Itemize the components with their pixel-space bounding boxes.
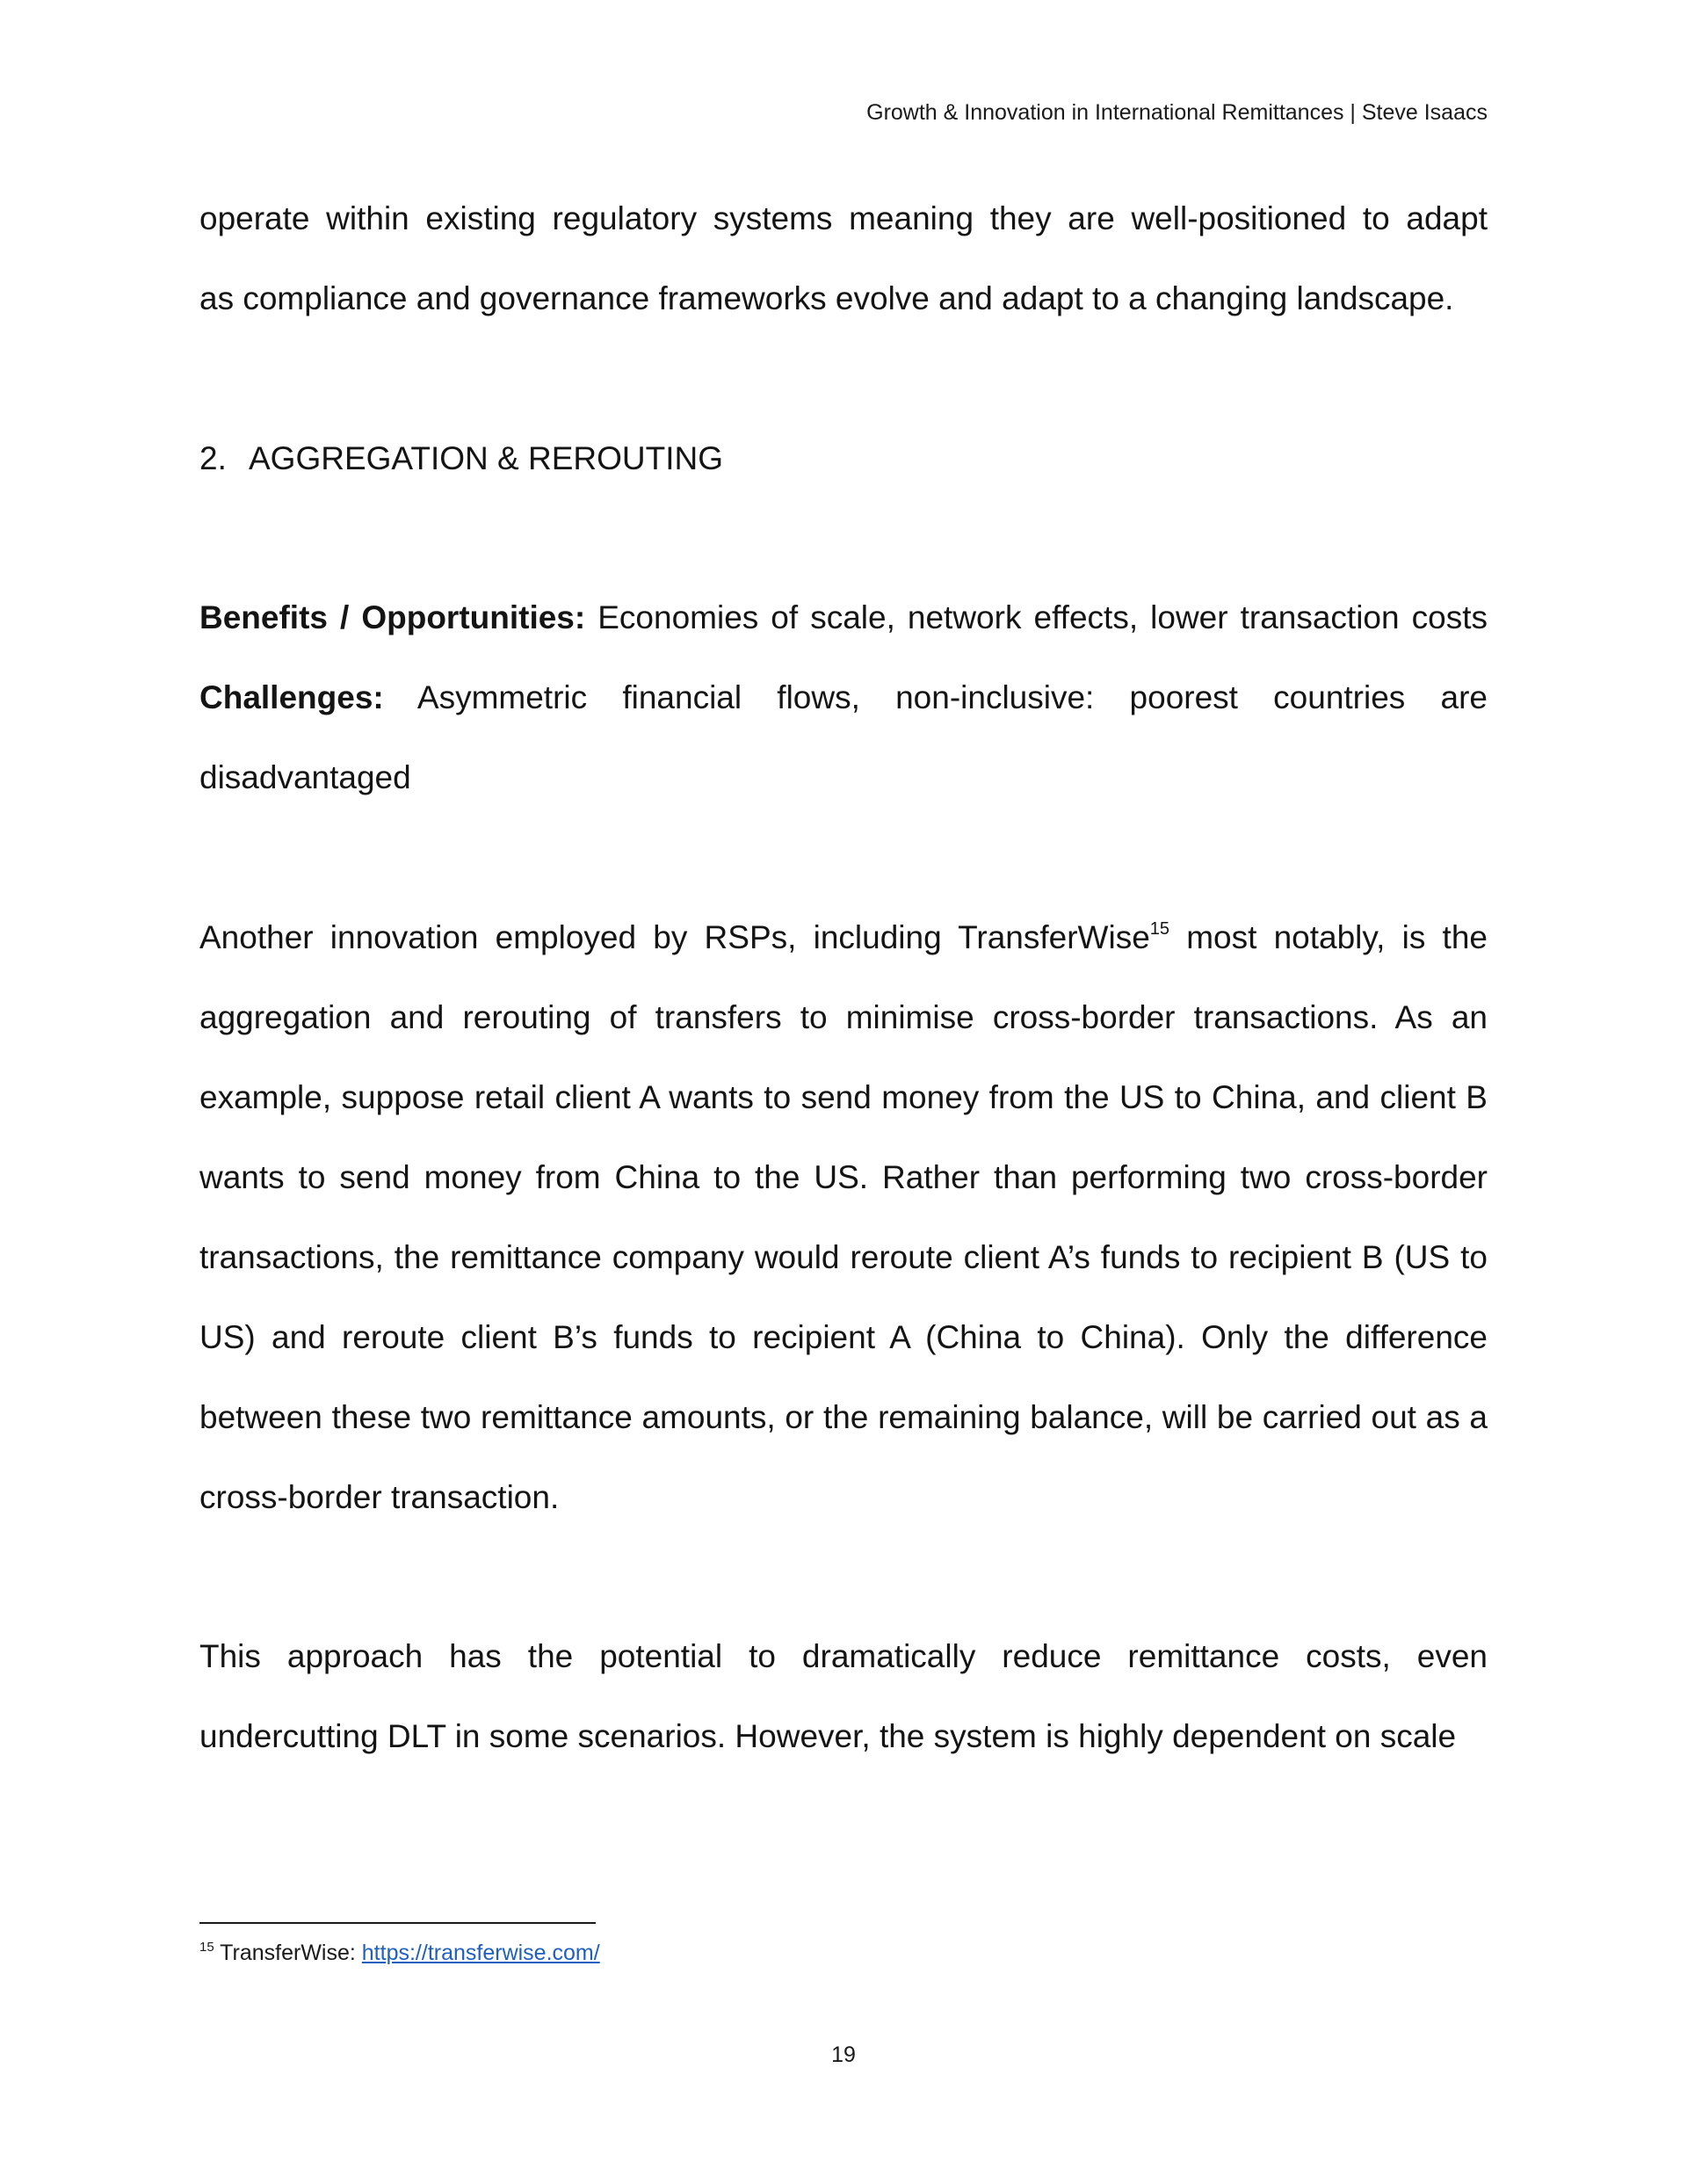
footnote-reference[interactable]: 15	[1149, 919, 1170, 939]
paragraph-scale: This approach has the potential to dramatically reduce remittance costs, even undercutting DLT in some scenarios. However, the system is highly dependent on scale	[199, 1638, 1488, 1754]
running-header: Growth & Innovation in International Remittances | Steve Isaacs	[866, 100, 1488, 125]
benefits-text: Economies of scale, network effects, lower transaction costs	[585, 599, 1488, 635]
benefits-line	[199, 577, 1488, 657]
continuation-line-2: as compliance and governance frameworks evolve and adapt to a changing landscape.	[199, 280, 1454, 316]
challenges-paragraph	[199, 657, 1488, 817]
footnote-divider	[199, 1922, 596, 1924]
paragraph-aggregation-body: most notably, is the aggregation and rerouting of transfers to minimise cross-border transactions. As an example, suppose retail client A wants to send money from the US to China, and client B wants to send money from China to the US. Rather than performing two cross-border transactions, the remittance company would reroute client A’s funds to recipient B (US to US) and reroute client B’s funds to recipient A (China to China). Only the difference between these two remittance amounts, or the remaining balance, will be carried out as a cross-border transaction.	[199, 919, 1488, 1515]
section-number: 2.	[199, 440, 227, 476]
footnote-link[interactable]: https://transferwise.com/	[361, 1941, 600, 1965]
page-number: 19	[831, 2043, 856, 2067]
challenges-label: Challenges:	[199, 679, 384, 715]
footnote-15	[199, 1938, 600, 1968]
paragraph-aggregation	[199, 897, 1488, 1537]
section-heading	[199, 437, 723, 481]
challenges-text: Asymmetric financial flows, non-inclusive: poorest countries are disadvantaged	[199, 679, 1488, 795]
footnote-label: TransferWise:	[214, 1941, 362, 1965]
paragraph-aggregation-intro: Another innovation employed by RSPs, including TransferWise	[199, 919, 1150, 955]
benefits-label: Benefits / Opportunities:	[199, 599, 586, 635]
footnote-number: 15	[199, 1940, 214, 1955]
section-title: AGGREGATION & REROUTING	[249, 440, 723, 476]
continuation-line-1: operate within existing regulatory systems meaning they are well-positioned to adapt	[199, 200, 1488, 236]
